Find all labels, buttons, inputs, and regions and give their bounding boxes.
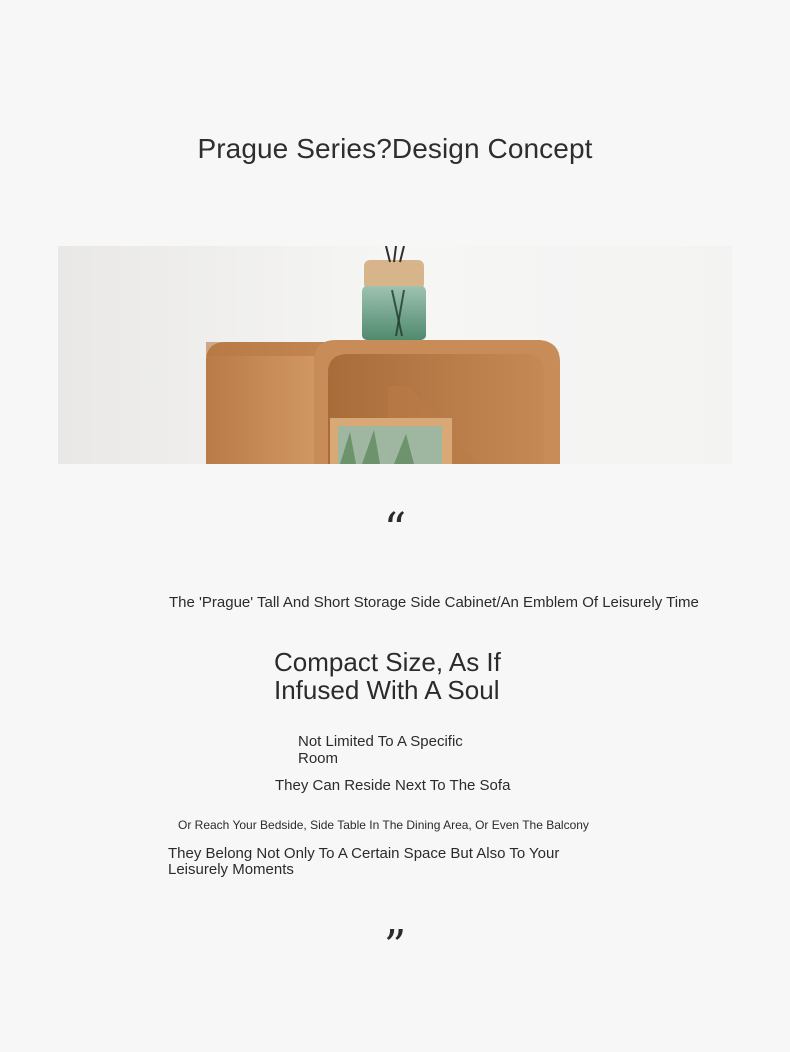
body-line-room: Not Limited To A Specific Room — [298, 733, 463, 767]
body-line-moments: They Belong Not Only To A Certain Space But Also To Your Leisurely Moments — [168, 845, 560, 878]
cabinet-left-top — [206, 342, 328, 356]
open-quote-mark: “ — [383, 504, 407, 555]
body-line-sofa: They Can Reside Next To The Sofa — [275, 777, 511, 794]
subtitle: The 'Prague' Tall And Short Storage Side Cabinet/An Emblem Of Leisurely Time — [169, 594, 699, 611]
page-title: Prague Series?Design Concept — [197, 133, 593, 164]
cabinet-left-body — [206, 342, 328, 464]
cabinet-illustration — [58, 246, 732, 464]
close-quote-mark: ” — [383, 921, 407, 972]
hero-image — [58, 246, 732, 464]
diffuser-bottle — [362, 286, 426, 340]
headline: Compact Size, As If Infused With A Soul — [274, 647, 501, 705]
diffuser-cap — [364, 260, 424, 290]
body-line-bedside: Or Reach Your Bedside, Side Table In The Dining Area, Or Even The Balcony — [178, 818, 589, 832]
